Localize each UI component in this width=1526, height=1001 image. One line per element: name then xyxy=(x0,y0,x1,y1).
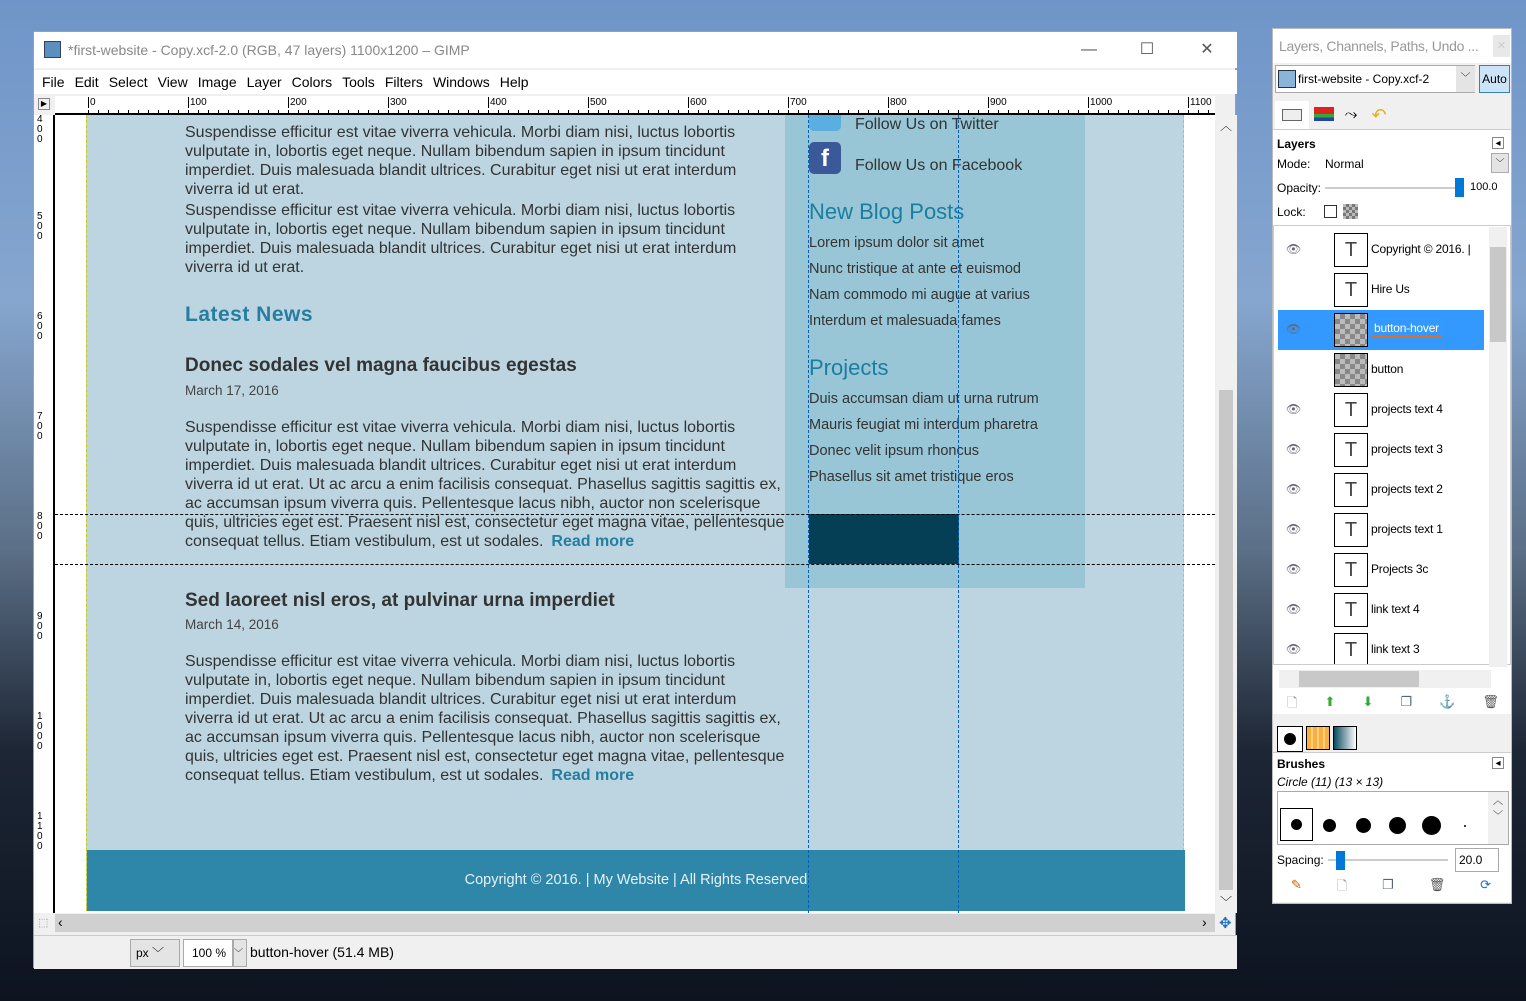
layers-dock xyxy=(1272,28,1512,904)
twitter-link: Follow Us on Twitter xyxy=(855,116,999,133)
mode-dropdown-icon[interactable]: ﹀ xyxy=(1491,153,1509,173)
image-name: first-website - Copy.xcf-2 xyxy=(1298,72,1430,86)
zoom-input[interactable]: 100 % xyxy=(183,939,233,967)
unit-select[interactable]: px ﹀ xyxy=(130,939,180,967)
eye-icon[interactable]: 👁 xyxy=(1286,522,1302,536)
text-layer-icon: T xyxy=(1334,233,1368,267)
ruler-tick: 800 xyxy=(890,97,907,108)
panel-menu-icon[interactable]: ◂ xyxy=(1492,137,1504,149)
lock-alpha-icon[interactable] xyxy=(1343,204,1358,219)
ruler-tick: 500 xyxy=(37,211,43,242)
horizontal-scrollbar[interactable] xyxy=(55,914,1215,932)
layer-list-scrollbar[interactable] xyxy=(1489,227,1507,667)
layer-name[interactable]: projects text 4 xyxy=(1371,402,1443,416)
duplicate-brush-icon[interactable]: ❐ xyxy=(1382,877,1394,892)
facebook-link: Follow Us on Facebook xyxy=(855,157,1023,174)
twitter-icon xyxy=(809,115,841,131)
text-layer-icon: T xyxy=(1334,273,1368,307)
unit-value: px xyxy=(136,946,149,960)
spacing-label: Spacing: xyxy=(1277,853,1324,867)
post-date: March 17, 2016 xyxy=(185,383,279,398)
minimize-button[interactable]: — xyxy=(1081,41,1097,58)
post-body xyxy=(185,418,785,551)
zoom-dropdown[interactable]: ﹀ xyxy=(233,939,247,967)
post-body xyxy=(185,652,785,785)
eye-icon[interactable]: 👁 xyxy=(1286,322,1302,336)
brush-circle[interactable] xyxy=(1389,817,1406,834)
layer-thumbnail xyxy=(1334,353,1368,387)
guide-horizontal[interactable] xyxy=(55,564,1215,565)
layer-name[interactable]: Hire Us xyxy=(1371,282,1410,296)
layer-name[interactable]: projects text 3 xyxy=(1371,442,1443,456)
menu-tools[interactable]: Tools xyxy=(342,74,375,90)
blog-item: Lorem ipsum dolor sit amet xyxy=(809,235,984,251)
brush-circle-11 xyxy=(1291,819,1302,830)
eye-icon[interactable]: 👁 xyxy=(1286,562,1302,576)
spacing-slider-handle[interactable] xyxy=(1336,851,1345,870)
brush-scrollbar[interactable]: ︿ ﹀ xyxy=(1488,792,1508,844)
post-title: Donec sodales vel magna faucibus egestas xyxy=(185,355,577,376)
menu-help[interactable]: Help xyxy=(499,74,529,90)
spacing-input[interactable]: 20.0 xyxy=(1455,848,1499,872)
scrollbar-thumb[interactable] xyxy=(1219,390,1233,890)
channels-icon xyxy=(1314,107,1334,121)
projects-list xyxy=(809,386,1039,490)
new-layer-icon[interactable]: 🗋 xyxy=(1287,695,1298,710)
layer-list[interactable] xyxy=(1273,225,1511,665)
sidebar-column xyxy=(785,115,1085,588)
close-button[interactable]: ✕ xyxy=(1200,41,1214,58)
page-footer: Copyright © 2016. | My Website | All Rights Reserved xyxy=(87,850,1185,911)
image-thumbnail xyxy=(1278,70,1296,88)
layer-name[interactable]: Projects 3c xyxy=(1371,562,1429,576)
quick-mask-toggle-icon[interactable]: ▶ xyxy=(38,98,50,110)
status-message: button-hover (51.4 MB) xyxy=(250,944,394,960)
ruler-tick: 1100 xyxy=(1190,97,1212,108)
layer-name[interactable]: link text 4 xyxy=(1371,602,1420,616)
brush-actions xyxy=(1291,877,1491,899)
post-text: Suspendisse efficitur est vitae viverra vehicula. Morbi diam nisi, luctus lobortis vulputate in, lobortis eget neque. Nullam bibendum sapien in ipsum tincidunt imperdiet. Duis malesuada blandit ultrices. Curabitur eget nisi ut erat interdum viverra id ut erat. Ut ac arcu a enim facilisis consequat. Phasellus sagittis sagittis ex, ac accumsan ipsum viverra quis. Pellentesque lacus nibh, auctor non scelerisque quis, ultricies eget est. Praesent nisl est, consectetur eget magna vitae, pellentesque consequat tellus. Etiam vestibulum, est ut sodales. xyxy=(185,419,785,550)
ruler-tick: 1000 xyxy=(37,711,43,752)
menu-colors[interactable]: Colors xyxy=(291,74,333,90)
eye-icon[interactable]: 👁 xyxy=(1286,642,1302,656)
ruler-tick: 400 xyxy=(37,114,43,145)
text-layer-icon: T xyxy=(1334,393,1368,427)
window-title: *first-website - Copy.xcf-2.0 (RGB, 47 layers) 1100x1200 – GIMP xyxy=(68,42,470,58)
refresh-brushes-icon[interactable]: ⟳ xyxy=(1480,877,1491,892)
layer-actions xyxy=(1287,694,1499,716)
layer-name[interactable]: button-hover xyxy=(1371,319,1442,337)
scrollbar-thumb[interactable] xyxy=(1490,247,1506,342)
layer-name[interactable]: link text 3 xyxy=(1371,642,1420,656)
text-layer-icon: T xyxy=(1334,513,1368,547)
auto-button[interactable]: Auto xyxy=(1479,65,1510,93)
menu-bar xyxy=(34,70,1237,94)
ruler-tick: 700 xyxy=(37,411,43,442)
layer-name[interactable]: button xyxy=(1371,362,1404,376)
ruler-tick: 600 xyxy=(37,311,43,342)
layer-row[interactable] xyxy=(1278,470,1484,510)
ruler-tick: 1000 xyxy=(1090,97,1113,108)
layer-row[interactable] xyxy=(1278,430,1484,470)
ruler-tick: 900 xyxy=(37,611,43,642)
scroll-right-icon[interactable]: › xyxy=(1202,914,1207,930)
guide-horizontal[interactable] xyxy=(55,514,1215,515)
image-select[interactable] xyxy=(1275,65,1475,93)
blog-list xyxy=(809,230,1030,334)
layer-list-hscrollbar[interactable] xyxy=(1279,670,1491,688)
layer-row[interactable] xyxy=(1278,310,1484,350)
blog-item: Interdum et malesuada fames xyxy=(809,313,1001,329)
read-more-link[interactable]: Read more xyxy=(551,767,635,784)
maximize-button[interactable]: ☐ xyxy=(1139,41,1155,58)
layers-heading: Layers xyxy=(1277,137,1316,151)
text-layer-icon: T xyxy=(1334,433,1368,467)
ruler-tick: 600 xyxy=(690,97,707,108)
tab-channels[interactable] xyxy=(1309,101,1337,129)
navigate-move-icon[interactable]: ✥ xyxy=(1219,915,1232,932)
dock-close-icon[interactable]: ✕ xyxy=(1493,35,1510,57)
gimp-app-icon xyxy=(44,41,61,58)
anchor-layer-icon[interactable]: ⚓ xyxy=(1439,694,1456,709)
blog-heading: New Blog Posts xyxy=(809,199,965,224)
ruler-tick: 500 xyxy=(590,97,607,108)
intro-paragraph-2: Suspendisse efficitur est vitae viverra vehicula. Morbi diam nisi, luctus lobortis vulputate in, lobortis eget neque. Nullam bibendum sapien in ipsum tincidunt imperdiet. Duis malesuada blandit ultrices. Curabitur eget nisi ut erat interdum viverra id ut erat. xyxy=(185,202,737,276)
mode-select[interactable]: Normal xyxy=(1325,157,1364,171)
layer-name[interactable]: projects text 2 xyxy=(1371,482,1443,496)
blog-item: Nam commodo mi augue at varius xyxy=(809,287,1030,303)
menu-file[interactable]: File xyxy=(42,74,65,90)
ruler-tick: 100 xyxy=(190,97,207,108)
eye-icon[interactable]: 👁 xyxy=(1286,602,1302,616)
menu-windows[interactable]: Windows xyxy=(432,74,490,90)
layer-name[interactable]: projects text 1 xyxy=(1371,522,1443,536)
ruler-tick: 300 xyxy=(390,97,407,108)
layer-row[interactable] xyxy=(1278,270,1484,310)
layer-row[interactable] xyxy=(1278,230,1484,270)
tab-gradients[interactable] xyxy=(1333,726,1357,750)
scroll-down-icon[interactable]: ﹀ xyxy=(1220,895,1233,909)
eye-icon[interactable]: 👁 xyxy=(1286,242,1302,256)
read-more-link[interactable]: Read more xyxy=(551,533,635,550)
layer-row[interactable] xyxy=(1278,350,1484,390)
vertical-scrollbar[interactable] xyxy=(1215,115,1237,913)
blog-item: Nunc tristique at ante et euismod xyxy=(809,261,1021,277)
brushes-heading: Brushes xyxy=(1277,757,1326,771)
menu-filters[interactable]: Filters xyxy=(384,74,423,90)
delete-brush-icon[interactable]: 🗑 xyxy=(1428,877,1446,892)
tab-patterns[interactable] xyxy=(1306,726,1330,750)
brush-grid[interactable] xyxy=(1277,791,1509,845)
ruler-tick: 400 xyxy=(490,97,507,108)
title-bar xyxy=(34,32,1237,68)
tab-layers[interactable] xyxy=(1275,101,1309,129)
menu-edit[interactable]: Edit xyxy=(74,74,99,90)
layer-row[interactable] xyxy=(1278,630,1484,665)
menu-layer[interactable]: Layer xyxy=(246,74,282,90)
scroll-left-icon[interactable]: ‹ xyxy=(58,914,63,930)
post-text: Suspendisse efficitur est vitae viverra vehicula. Morbi diam nisi, luctus lobortis vulputate in, lobortis eget neque. Nullam bibendum sapien in ipsum tincidunt imperdiet. Duis malesuada blandit ultrices. Curabitur eget nisi ut erat interdum viverra id ut erat. Ut ac arcu a enim facilisis consequat. Phasellus sagittis sagittis ex, ac accumsan ipsum viverra quis. Pellentesque lacus nibh, auctor non scelerisque quis, ultricies eget est. Praesent nisl est, consectetur eget magna vitae, pellentesque consequat tellus. Etiam vestibulum, est ut sodales. xyxy=(185,653,785,784)
brush-selected[interactable] xyxy=(1280,808,1313,841)
brush-circle[interactable] xyxy=(1323,819,1336,832)
undo-icon: ↶ xyxy=(1371,105,1387,125)
dock-title: Layers, Channels, Paths, Undo ... xyxy=(1279,38,1479,54)
ruler-tick: 900 xyxy=(990,97,1007,108)
text-layer-icon: T xyxy=(1334,593,1368,627)
layer-row[interactable] xyxy=(1278,590,1484,630)
project-item: Phasellus sit amet tristique eros xyxy=(809,469,1014,485)
chevron-down-icon[interactable]: ﹀ xyxy=(1456,66,1475,92)
opacity-label: Opacity: xyxy=(1277,181,1322,195)
status-bar xyxy=(34,935,1237,969)
spacing-slider[interactable] xyxy=(1328,859,1448,861)
raise-layer-icon[interactable]: ⬆ xyxy=(1324,694,1336,709)
delete-layer-icon[interactable]: 🗑 xyxy=(1482,694,1499,709)
gimp-window xyxy=(33,31,1236,968)
brush-circle[interactable] xyxy=(1464,825,1466,827)
lock-label: Lock: xyxy=(1277,205,1306,219)
menu-image[interactable]: Image xyxy=(197,74,237,90)
opacity-value[interactable]: 100.0 xyxy=(1470,181,1498,193)
facebook-icon: f xyxy=(809,142,841,174)
scrollbar-thumb[interactable] xyxy=(1299,671,1419,687)
menu-view[interactable]: View xyxy=(157,74,188,90)
brush-circle[interactable] xyxy=(1356,818,1371,833)
paths-icon: ⤳ xyxy=(1344,106,1358,123)
brush-name: Circle (11) (13 × 13) xyxy=(1277,775,1384,789)
latest-news-heading: Latest News xyxy=(185,303,314,326)
tab-undo[interactable] xyxy=(1365,101,1393,129)
projects-heading: Projects xyxy=(809,355,889,380)
ruler-tick: 1100 xyxy=(37,811,43,852)
website-mockup xyxy=(86,115,1184,911)
hire-button-hover xyxy=(809,514,959,564)
menu-select[interactable]: Select xyxy=(108,74,148,90)
tab-paths[interactable] xyxy=(1337,101,1365,129)
layers-icon xyxy=(1282,109,1302,121)
ruler-tick: 800 xyxy=(37,511,43,542)
lock-pixels-checkbox[interactable] xyxy=(1324,205,1337,218)
new-brush-icon[interactable]: 🗋 xyxy=(1336,878,1348,893)
opacity-slider-handle[interactable] xyxy=(1455,178,1464,197)
image-canvas[interactable] xyxy=(55,115,1215,913)
ruler-tick: 700 xyxy=(790,97,807,108)
post-date: March 14, 2016 xyxy=(185,617,279,632)
text-layer-icon: T xyxy=(1334,553,1368,587)
ruler-tick: 200 xyxy=(290,97,307,108)
layer-row[interactable] xyxy=(1278,390,1484,430)
layer-thumbnail xyxy=(1334,313,1368,347)
edit-brush-icon[interactable]: ✎ xyxy=(1291,877,1302,892)
eye-icon[interactable]: 👁 xyxy=(1286,402,1302,416)
duplicate-layer-icon[interactable]: ❐ xyxy=(1400,694,1413,709)
ruler-tick: 0 xyxy=(90,97,96,108)
project-item: Donec velit ipsum rhoncus xyxy=(809,443,980,459)
brush-circle[interactable] xyxy=(1422,816,1441,835)
navigate-icon[interactable]: ⬚ xyxy=(38,917,49,929)
guide-vertical[interactable] xyxy=(958,115,959,913)
eye-icon[interactable]: 👁 xyxy=(1286,442,1302,456)
intro-paragraph-1: Suspendisse efficitur est vitae viverra vehicula. Morbi diam nisi, luctus lobortis vulputate in, lobortis eget neque. Nullam bibendum sapien in ipsum tincidunt imperdiet. Duis malesuada blandit ultrices. Curabitur eget nisi ut erat interdum viverra id ut erat. xyxy=(185,124,737,198)
scroll-up-icon[interactable]: ︿ xyxy=(1220,119,1233,133)
mode-label: Mode: xyxy=(1277,157,1311,171)
post-title: Sed laoreet nisl eros, at pulvinar urna imperdiet xyxy=(185,590,615,611)
layer-row[interactable] xyxy=(1278,510,1484,550)
layer-name[interactable]: Copyright © 2016. | xyxy=(1371,242,1471,256)
project-item: Duis accumsan diam ut urna rutrum xyxy=(809,391,1039,407)
project-item: Mauris feugiat mi interdum pharetra xyxy=(809,417,1038,433)
brush-icon xyxy=(1284,733,1296,745)
vertical-ruler[interactable] xyxy=(34,115,55,913)
guide-vertical[interactable] xyxy=(808,115,809,913)
eye-icon[interactable]: 👁 xyxy=(1286,482,1302,496)
opacity-slider[interactable] xyxy=(1325,187,1455,189)
lower-layer-icon[interactable]: ⬇ xyxy=(1362,694,1374,709)
horizontal-ruler[interactable] xyxy=(55,96,1215,115)
text-layer-icon: T xyxy=(1334,473,1368,507)
tab-brushes[interactable] xyxy=(1277,726,1303,752)
panel-menu-icon[interactable]: ◂ xyxy=(1492,757,1504,769)
layer-row[interactable] xyxy=(1278,550,1484,590)
text-layer-icon: T xyxy=(1334,633,1368,665)
